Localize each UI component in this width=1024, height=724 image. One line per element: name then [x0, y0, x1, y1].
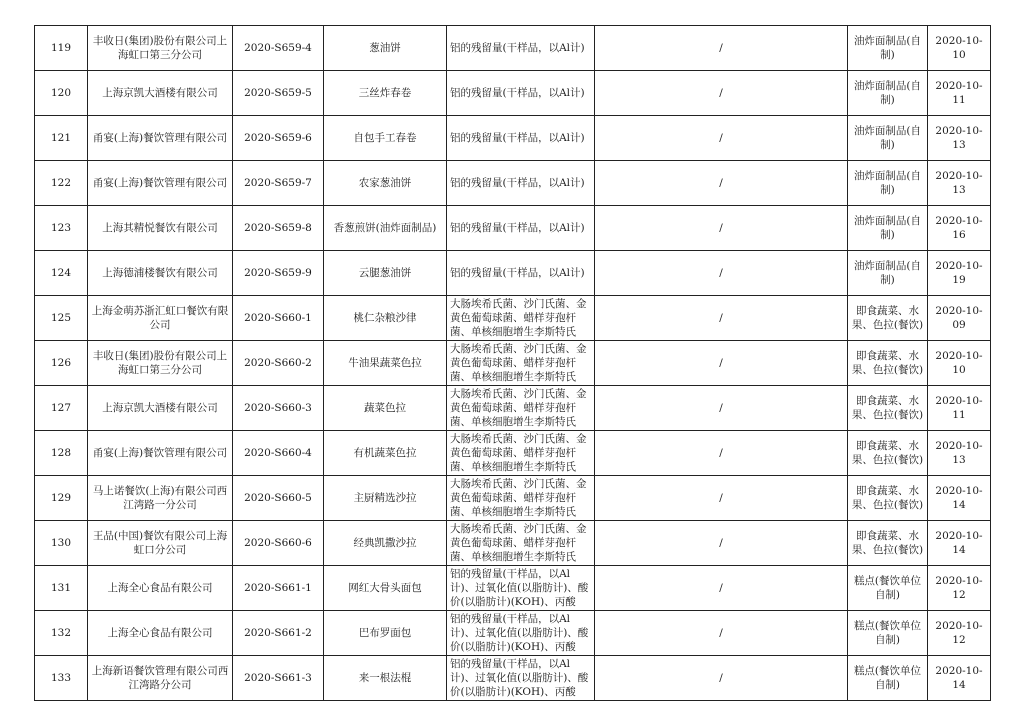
cell-sample-name	[324, 251, 447, 296]
cell-result	[595, 341, 848, 386]
cell-company-name	[88, 431, 233, 476]
cell-company-name	[88, 116, 233, 161]
cell-food-category	[848, 341, 928, 386]
cell-sample-name-text: 网红大骨头面包	[348, 582, 422, 594]
cell-test-items	[447, 656, 595, 701]
cell-company-name-text: 马上诺餐饮(上海)有限公司西江湾路一分公司	[92, 485, 228, 511]
cell-result-text: /	[719, 537, 723, 549]
cell-sample-code-text: 2020-S659-6	[244, 132, 312, 144]
cell-result	[595, 116, 848, 161]
cell-sample-code	[233, 26, 324, 71]
cell-company-name-text: 丰收日(集团)股份有限公司上海虹口第三分公司	[92, 35, 228, 61]
cell-sample-code	[233, 161, 324, 206]
cell-sample-name-text: 三丝炸春卷	[358, 87, 412, 99]
cell-company-name-text: 丰收日(集团)股份有限公司上海虹口第三分公司	[92, 350, 228, 376]
table-row	[35, 656, 991, 701]
cell-company-name	[88, 476, 233, 521]
cell-sample-code-text: 2020-S660-5	[244, 492, 312, 504]
cell-result-text: /	[719, 132, 723, 144]
cell-result-text: /	[719, 357, 723, 369]
cell-sample-name-text: 农家葱油饼	[358, 177, 412, 189]
table-row	[35, 611, 991, 656]
cell-company-name-text: 甬宴(上海)餐饮管理有限公司	[92, 132, 228, 144]
cell-production-date-text: 2020-10-14	[935, 530, 983, 556]
cell-sample-code-text: 2020-S659-4	[244, 42, 312, 54]
cell-sample-code-text: 2020-S659-5	[244, 87, 312, 99]
cell-serial-number	[35, 71, 88, 116]
cell-test-items	[447, 566, 595, 611]
cell-result-text: /	[719, 402, 723, 414]
cell-sample-name-text: 主厨精选沙拉	[353, 492, 417, 504]
cell-test-items-text: 铝的残留量(干样品，以Al计)、过氧化值(以脂肪计)、酸价(以脂肪计)(KOH)、丙酸	[450, 658, 589, 698]
cell-production-date-text: 2020-10-19	[935, 260, 983, 286]
cell-serial-number	[35, 611, 88, 656]
cell-sample-name	[324, 431, 447, 476]
cell-sample-code-text: 2020-S661-1	[244, 582, 312, 594]
cell-sample-name	[324, 386, 447, 431]
cell-sample-name-text: 经典凯撒沙拉	[353, 537, 417, 549]
table-row	[35, 296, 991, 341]
cell-company-name-text: 上海全心食品有限公司	[107, 582, 213, 594]
cell-sample-code	[233, 656, 324, 701]
cell-serial-number-text: 121	[50, 132, 72, 144]
cell-food-category	[848, 386, 928, 431]
cell-test-items	[447, 26, 595, 71]
cell-serial-number	[35, 116, 88, 161]
cell-food-category	[848, 26, 928, 71]
cell-production-date	[928, 656, 991, 701]
cell-food-category-text: 糕点(餐饮单位自制)	[853, 620, 922, 646]
cell-sample-name	[324, 521, 447, 566]
cell-serial-number-text: 126	[50, 357, 72, 369]
cell-serial-number	[35, 206, 88, 251]
cell-serial-number	[35, 251, 88, 296]
cell-sample-code	[233, 566, 324, 611]
cell-food-category	[848, 566, 928, 611]
cell-result-text: /	[719, 267, 723, 279]
table-body	[35, 26, 991, 701]
cell-result-text: /	[719, 177, 723, 189]
cell-food-category-text: 油炸面制品(自制)	[853, 260, 922, 286]
cell-sample-code	[233, 431, 324, 476]
cell-company-name-text: 王品(中国)餐饮有限公司上海虹口分公司	[92, 530, 228, 556]
cell-production-date-text: 2020-10-09	[935, 305, 983, 331]
cell-test-items-text: 铝的残留量(干样品，以Al计)	[450, 177, 585, 189]
cell-company-name-text: 上海金萌苏浙汇虹口餐饮有限公司	[91, 305, 229, 331]
cell-serial-number	[35, 386, 88, 431]
cell-test-items	[447, 116, 595, 161]
cell-production-date-text: 2020-10-14	[935, 665, 983, 691]
table-row	[35, 386, 991, 431]
cell-test-items	[447, 341, 595, 386]
cell-serial-number	[35, 656, 88, 701]
cell-sample-code-text: 2020-S660-6	[244, 537, 312, 549]
cell-sample-code-text: 2020-S660-4	[244, 447, 312, 459]
cell-test-items-text: 大肠埃希氏菌、沙门氏菌、金黄色葡萄球菌、蜡样芽孢杆菌、单核细胞增生李斯特氏	[450, 298, 587, 338]
cell-sample-code	[233, 206, 324, 251]
cell-food-category	[848, 431, 928, 476]
cell-test-items	[447, 476, 595, 521]
cell-company-name	[88, 206, 233, 251]
cell-test-items-text: 铝的残留量(干样品，以Al计)、过氧化值(以脂肪计)、酸价(以脂肪计)(KOH)、丙酸	[450, 613, 589, 653]
cell-company-name-text: 上海德浦楼餐饮有限公司	[102, 267, 218, 279]
cell-company-name	[88, 566, 233, 611]
cell-food-category	[848, 476, 928, 521]
cell-result	[595, 476, 848, 521]
table-row	[35, 71, 991, 116]
cell-company-name-text: 甬宴(上海)餐饮管理有限公司	[92, 177, 228, 189]
cell-result	[595, 26, 848, 71]
cell-sample-name	[324, 206, 447, 251]
cell-result	[595, 566, 848, 611]
cell-serial-number-text: 120	[50, 87, 72, 99]
cell-production-date	[928, 26, 991, 71]
cell-sample-code	[233, 116, 324, 161]
cell-production-date-text: 2020-10-11	[935, 80, 983, 106]
cell-production-date-text: 2020-10-10	[935, 35, 983, 61]
cell-sample-name	[324, 161, 447, 206]
cell-sample-name-text: 巴布罗面包	[358, 627, 412, 639]
cell-sample-code	[233, 341, 324, 386]
cell-food-category-text: 即食蔬菜、水果、色拉(餐饮)	[851, 440, 924, 466]
cell-sample-name-text: 来一根法棍	[358, 672, 412, 684]
cell-serial-number-text: 122	[50, 177, 72, 189]
cell-test-items	[447, 251, 595, 296]
cell-result-text: /	[719, 447, 723, 459]
cell-test-items	[447, 521, 595, 566]
cell-sample-name-text: 葱油饼	[369, 42, 401, 54]
cell-result	[595, 161, 848, 206]
cell-sample-code	[233, 251, 324, 296]
cell-test-items	[447, 611, 595, 656]
table-row	[35, 251, 991, 296]
cell-result	[595, 521, 848, 566]
cell-serial-number	[35, 476, 88, 521]
cell-company-name	[88, 611, 233, 656]
cell-production-date-text: 2020-10-10	[935, 350, 983, 376]
cell-production-date	[928, 431, 991, 476]
table-row	[35, 206, 991, 251]
cell-result-text: /	[719, 672, 723, 684]
cell-food-category-text: 油炸面制品(自制)	[853, 125, 922, 151]
cell-result-text: /	[719, 87, 723, 99]
cell-production-date	[928, 116, 991, 161]
cell-serial-number	[35, 341, 88, 386]
cell-test-items	[447, 296, 595, 341]
cell-sample-name	[324, 26, 447, 71]
cell-production-date-text: 2020-10-11	[935, 395, 983, 421]
cell-serial-number-text: 124	[50, 267, 72, 279]
cell-sample-name-text: 云腿葱油饼	[358, 267, 412, 279]
cell-production-date-text: 2020-10-16	[935, 215, 983, 241]
cell-sample-code-text: 2020-S659-9	[244, 267, 312, 279]
cell-company-name-text: 上海京凯大酒楼有限公司	[102, 402, 218, 414]
cell-test-items-text: 铝的残留量(干样品，以Al计)	[450, 222, 585, 234]
cell-food-category-text: 油炸面制品(自制)	[853, 215, 922, 241]
cell-sample-name	[324, 116, 447, 161]
cell-test-items	[447, 206, 595, 251]
cell-sample-code	[233, 521, 324, 566]
cell-result-text: /	[719, 582, 723, 594]
cell-sample-name	[324, 296, 447, 341]
cell-production-date-text: 2020-10-12	[935, 575, 983, 601]
report-table-sheet	[34, 25, 990, 701]
cell-company-name	[88, 521, 233, 566]
table-row	[35, 341, 991, 386]
cell-sample-code	[233, 476, 324, 521]
cell-production-date-text: 2020-10-14	[935, 485, 983, 511]
cell-sample-code	[233, 386, 324, 431]
cell-result	[595, 71, 848, 116]
cell-production-date	[928, 521, 991, 566]
cell-production-date-text: 2020-10-13	[935, 170, 983, 196]
cell-company-name-text: 上海全心食品有限公司	[107, 627, 213, 639]
inspection-results-table	[34, 25, 991, 701]
cell-test-items-text: 大肠埃希氏菌、沙门氏菌、金黄色葡萄球菌、蜡样芽孢杆菌、单核细胞增生李斯特氏	[450, 388, 587, 428]
cell-company-name	[88, 251, 233, 296]
cell-company-name	[88, 71, 233, 116]
table-row	[35, 161, 991, 206]
cell-result	[595, 251, 848, 296]
cell-food-category	[848, 251, 928, 296]
cell-food-category-text: 即食蔬菜、水果、色拉(餐饮)	[851, 485, 924, 511]
cell-serial-number-text: 127	[50, 402, 72, 414]
cell-test-items-text: 大肠埃希氏菌、沙门氏菌、金黄色葡萄球菌、蜡样芽孢杆菌、单核细胞增生李斯特氏	[450, 343, 587, 383]
cell-company-name-text: 上海新语餐饮管理有限公司西江湾路分公司	[91, 665, 229, 691]
cell-sample-name-text: 有机蔬菜色拉	[353, 447, 417, 459]
table-row	[35, 476, 991, 521]
cell-result	[595, 386, 848, 431]
cell-test-items	[447, 431, 595, 476]
table-row	[35, 521, 991, 566]
cell-company-name-text: 甬宴(上海)餐饮管理有限公司	[92, 447, 228, 459]
cell-serial-number-text: 128	[50, 447, 72, 459]
cell-company-name	[88, 341, 233, 386]
cell-company-name-text: 上海京凯大酒楼有限公司	[102, 87, 218, 99]
cell-sample-name	[324, 611, 447, 656]
cell-result-text: /	[719, 492, 723, 504]
cell-food-category	[848, 296, 928, 341]
cell-sample-code-text: 2020-S659-8	[244, 222, 312, 234]
cell-food-category-text: 即食蔬菜、水果、色拉(餐饮)	[851, 395, 924, 421]
cell-test-items	[447, 386, 595, 431]
cell-food-category	[848, 116, 928, 161]
cell-serial-number-text: 129	[50, 492, 72, 504]
cell-result	[595, 431, 848, 476]
cell-sample-code	[233, 71, 324, 116]
cell-food-category	[848, 206, 928, 251]
cell-sample-name	[324, 71, 447, 116]
cell-food-category	[848, 611, 928, 656]
cell-sample-name-text: 桃仁杂粮沙律	[353, 312, 417, 324]
cell-food-category	[848, 161, 928, 206]
cell-sample-name-text: 牛油果蔬菜色拉	[348, 357, 422, 369]
cell-food-category-text: 油炸面制品(自制)	[853, 35, 922, 61]
cell-company-name	[88, 296, 233, 341]
cell-company-name	[88, 26, 233, 71]
cell-result	[595, 296, 848, 341]
cell-food-category	[848, 656, 928, 701]
cell-result-text: /	[719, 42, 723, 54]
cell-serial-number	[35, 431, 88, 476]
cell-serial-number	[35, 566, 88, 611]
cell-test-items-text: 大肠埃希氏菌、沙门氏菌、金黄色葡萄球菌、蜡样芽孢杆菌、单核细胞增生李斯特氏	[450, 478, 587, 518]
cell-serial-number	[35, 296, 88, 341]
cell-serial-number-text: 119	[50, 42, 72, 54]
table-row	[35, 26, 991, 71]
cell-sample-name	[324, 566, 447, 611]
cell-sample-name-text: 自包手工春卷	[353, 132, 417, 144]
cell-sample-code	[233, 296, 324, 341]
cell-production-date	[928, 611, 991, 656]
cell-food-category-text: 即食蔬菜、水果、色拉(餐饮)	[851, 305, 924, 331]
cell-production-date-text: 2020-10-13	[935, 440, 983, 466]
cell-production-date	[928, 71, 991, 116]
cell-production-date	[928, 476, 991, 521]
cell-production-date	[928, 251, 991, 296]
cell-test-items-text: 铝的残留量(干样品，以Al计)、过氧化值(以脂肪计)、酸价(以脂肪计)(KOH)、丙酸	[450, 568, 589, 608]
cell-company-name	[88, 656, 233, 701]
cell-result	[595, 656, 848, 701]
table-row	[35, 116, 991, 161]
cell-sample-name	[324, 656, 447, 701]
cell-food-category-text: 油炸面制品(自制)	[853, 80, 922, 106]
cell-company-name	[88, 161, 233, 206]
cell-test-items-text: 铝的残留量(干样品，以Al计)	[450, 267, 585, 279]
cell-sample-code-text: 2020-S659-7	[244, 177, 312, 189]
cell-sample-code	[233, 611, 324, 656]
cell-test-items-text: 铝的残留量(干样品，以Al计)	[450, 42, 585, 54]
cell-food-category-text: 糕点(餐饮单位自制)	[853, 665, 922, 691]
cell-company-name	[88, 386, 233, 431]
cell-sample-code-text: 2020-S660-2	[244, 357, 312, 369]
cell-sample-code-text: 2020-S661-2	[244, 627, 312, 639]
cell-production-date	[928, 566, 991, 611]
cell-serial-number	[35, 521, 88, 566]
cell-production-date-text: 2020-10-12	[935, 620, 983, 646]
cell-test-items	[447, 161, 595, 206]
cell-production-date	[928, 296, 991, 341]
cell-food-category-text: 糕点(餐饮单位自制)	[853, 575, 922, 601]
cell-sample-name	[324, 476, 447, 521]
cell-serial-number-text: 131	[50, 582, 72, 594]
cell-food-category-text: 即食蔬菜、水果、色拉(餐饮)	[851, 530, 924, 556]
cell-serial-number-text: 125	[50, 312, 72, 324]
cell-result	[595, 611, 848, 656]
cell-sample-code-text: 2020-S660-3	[244, 402, 312, 414]
cell-serial-number-text: 133	[50, 672, 72, 684]
cell-serial-number-text: 130	[50, 537, 72, 549]
cell-sample-name-text: 蔬菜色拉	[364, 402, 406, 414]
cell-sample-code-text: 2020-S661-3	[244, 672, 312, 684]
cell-serial-number-text: 123	[50, 222, 72, 234]
cell-serial-number	[35, 26, 88, 71]
cell-test-items-text: 大肠埃希氏菌、沙门氏菌、金黄色葡萄球菌、蜡样芽孢杆菌、单核细胞增生李斯特氏	[450, 523, 587, 563]
cell-production-date	[928, 161, 991, 206]
cell-serial-number-text: 132	[50, 627, 72, 639]
cell-food-category-text: 油炸面制品(自制)	[853, 170, 922, 196]
cell-sample-name-text: 香葱煎饼(油炸面制品)	[333, 222, 437, 234]
cell-sample-name	[324, 341, 447, 386]
cell-result-text: /	[719, 312, 723, 324]
cell-test-items-text: 大肠埃希氏菌、沙门氏菌、金黄色葡萄球菌、蜡样芽孢杆菌、单核细胞增生李斯特氏	[450, 433, 587, 473]
cell-sample-code-text: 2020-S660-1	[244, 312, 312, 324]
cell-result-text: /	[719, 222, 723, 234]
cell-serial-number	[35, 161, 88, 206]
cell-company-name-text: 上海其精悦餐饮有限公司	[102, 222, 218, 234]
table-row	[35, 431, 991, 476]
table-row	[35, 566, 991, 611]
cell-production-date	[928, 206, 991, 251]
cell-production-date	[928, 386, 991, 431]
cell-food-category-text: 即食蔬菜、水果、色拉(餐饮)	[851, 350, 924, 376]
cell-test-items	[447, 71, 595, 116]
cell-result-text: /	[719, 627, 723, 639]
cell-result	[595, 206, 848, 251]
cell-production-date-text: 2020-10-13	[935, 125, 983, 151]
cell-food-category	[848, 71, 928, 116]
cell-production-date	[928, 341, 991, 386]
cell-test-items-text: 铝的残留量(干样品，以Al计)	[450, 132, 585, 144]
cell-food-category	[848, 521, 928, 566]
cell-test-items-text: 铝的残留量(干样品，以Al计)	[450, 87, 585, 99]
